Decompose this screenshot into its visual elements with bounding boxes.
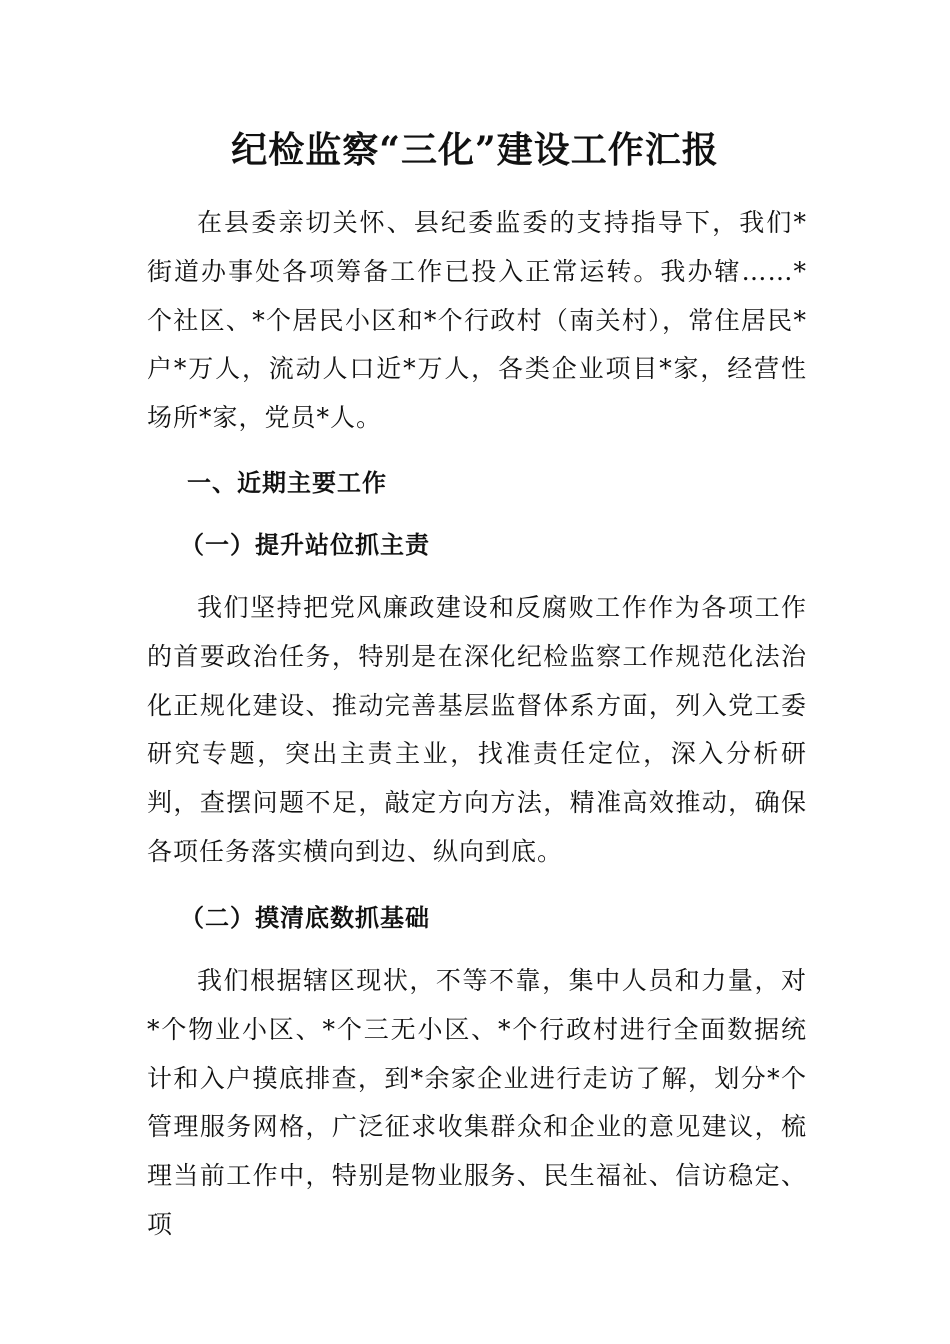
intro-paragraph: 在县委亲切关怀、县纪委监委的支持指导下，我们*街道办事处各项筹备工作已投入正常运转。我办辖……*个社区、*个居民小区和*个行政村（南关村），常住居民*户*万人，流动人口近*万人，各类企业项目*家，经营性场所*家，党员*人。	[147, 208, 807, 433]
sub-heading-1: （一）提升站位抓主责	[180, 531, 430, 559]
sub-heading-2: （二）摸清底数抓基础	[180, 904, 430, 932]
sub2-paragraph: 我们根据辖区现状，不等不靠，集中人员和力量，对*个物业小区、*个三无小区、*个行政村进行全面数据统计和入户摸底排查，到*余家企业进行走访了解，划分*个管理服务网格，广泛征求收集群众和企业的意见建议，梳理当前工作中，特别是物业服务、民生福祉、信访稳定、项	[147, 966, 807, 1239]
sub1-paragraph: 我们坚持把党风廉政建设和反腐败工作作为各项工作的首要政治任务，特别是在深化纪检监察工作规范化法治化正规化建设、推动完善基层监督体系方面，列入党工委研究专题，突出主责主业，找准责任定位，深入分析研判，查摆问题不足，敲定方向方法，精准高效推动，确保各项任务落实横向到边、纵向到底。	[147, 593, 807, 866]
section-heading-1: 一、近期主要工作	[187, 469, 387, 497]
document-title: 纪检监察“三化”建设工作汇报	[231, 129, 719, 171]
